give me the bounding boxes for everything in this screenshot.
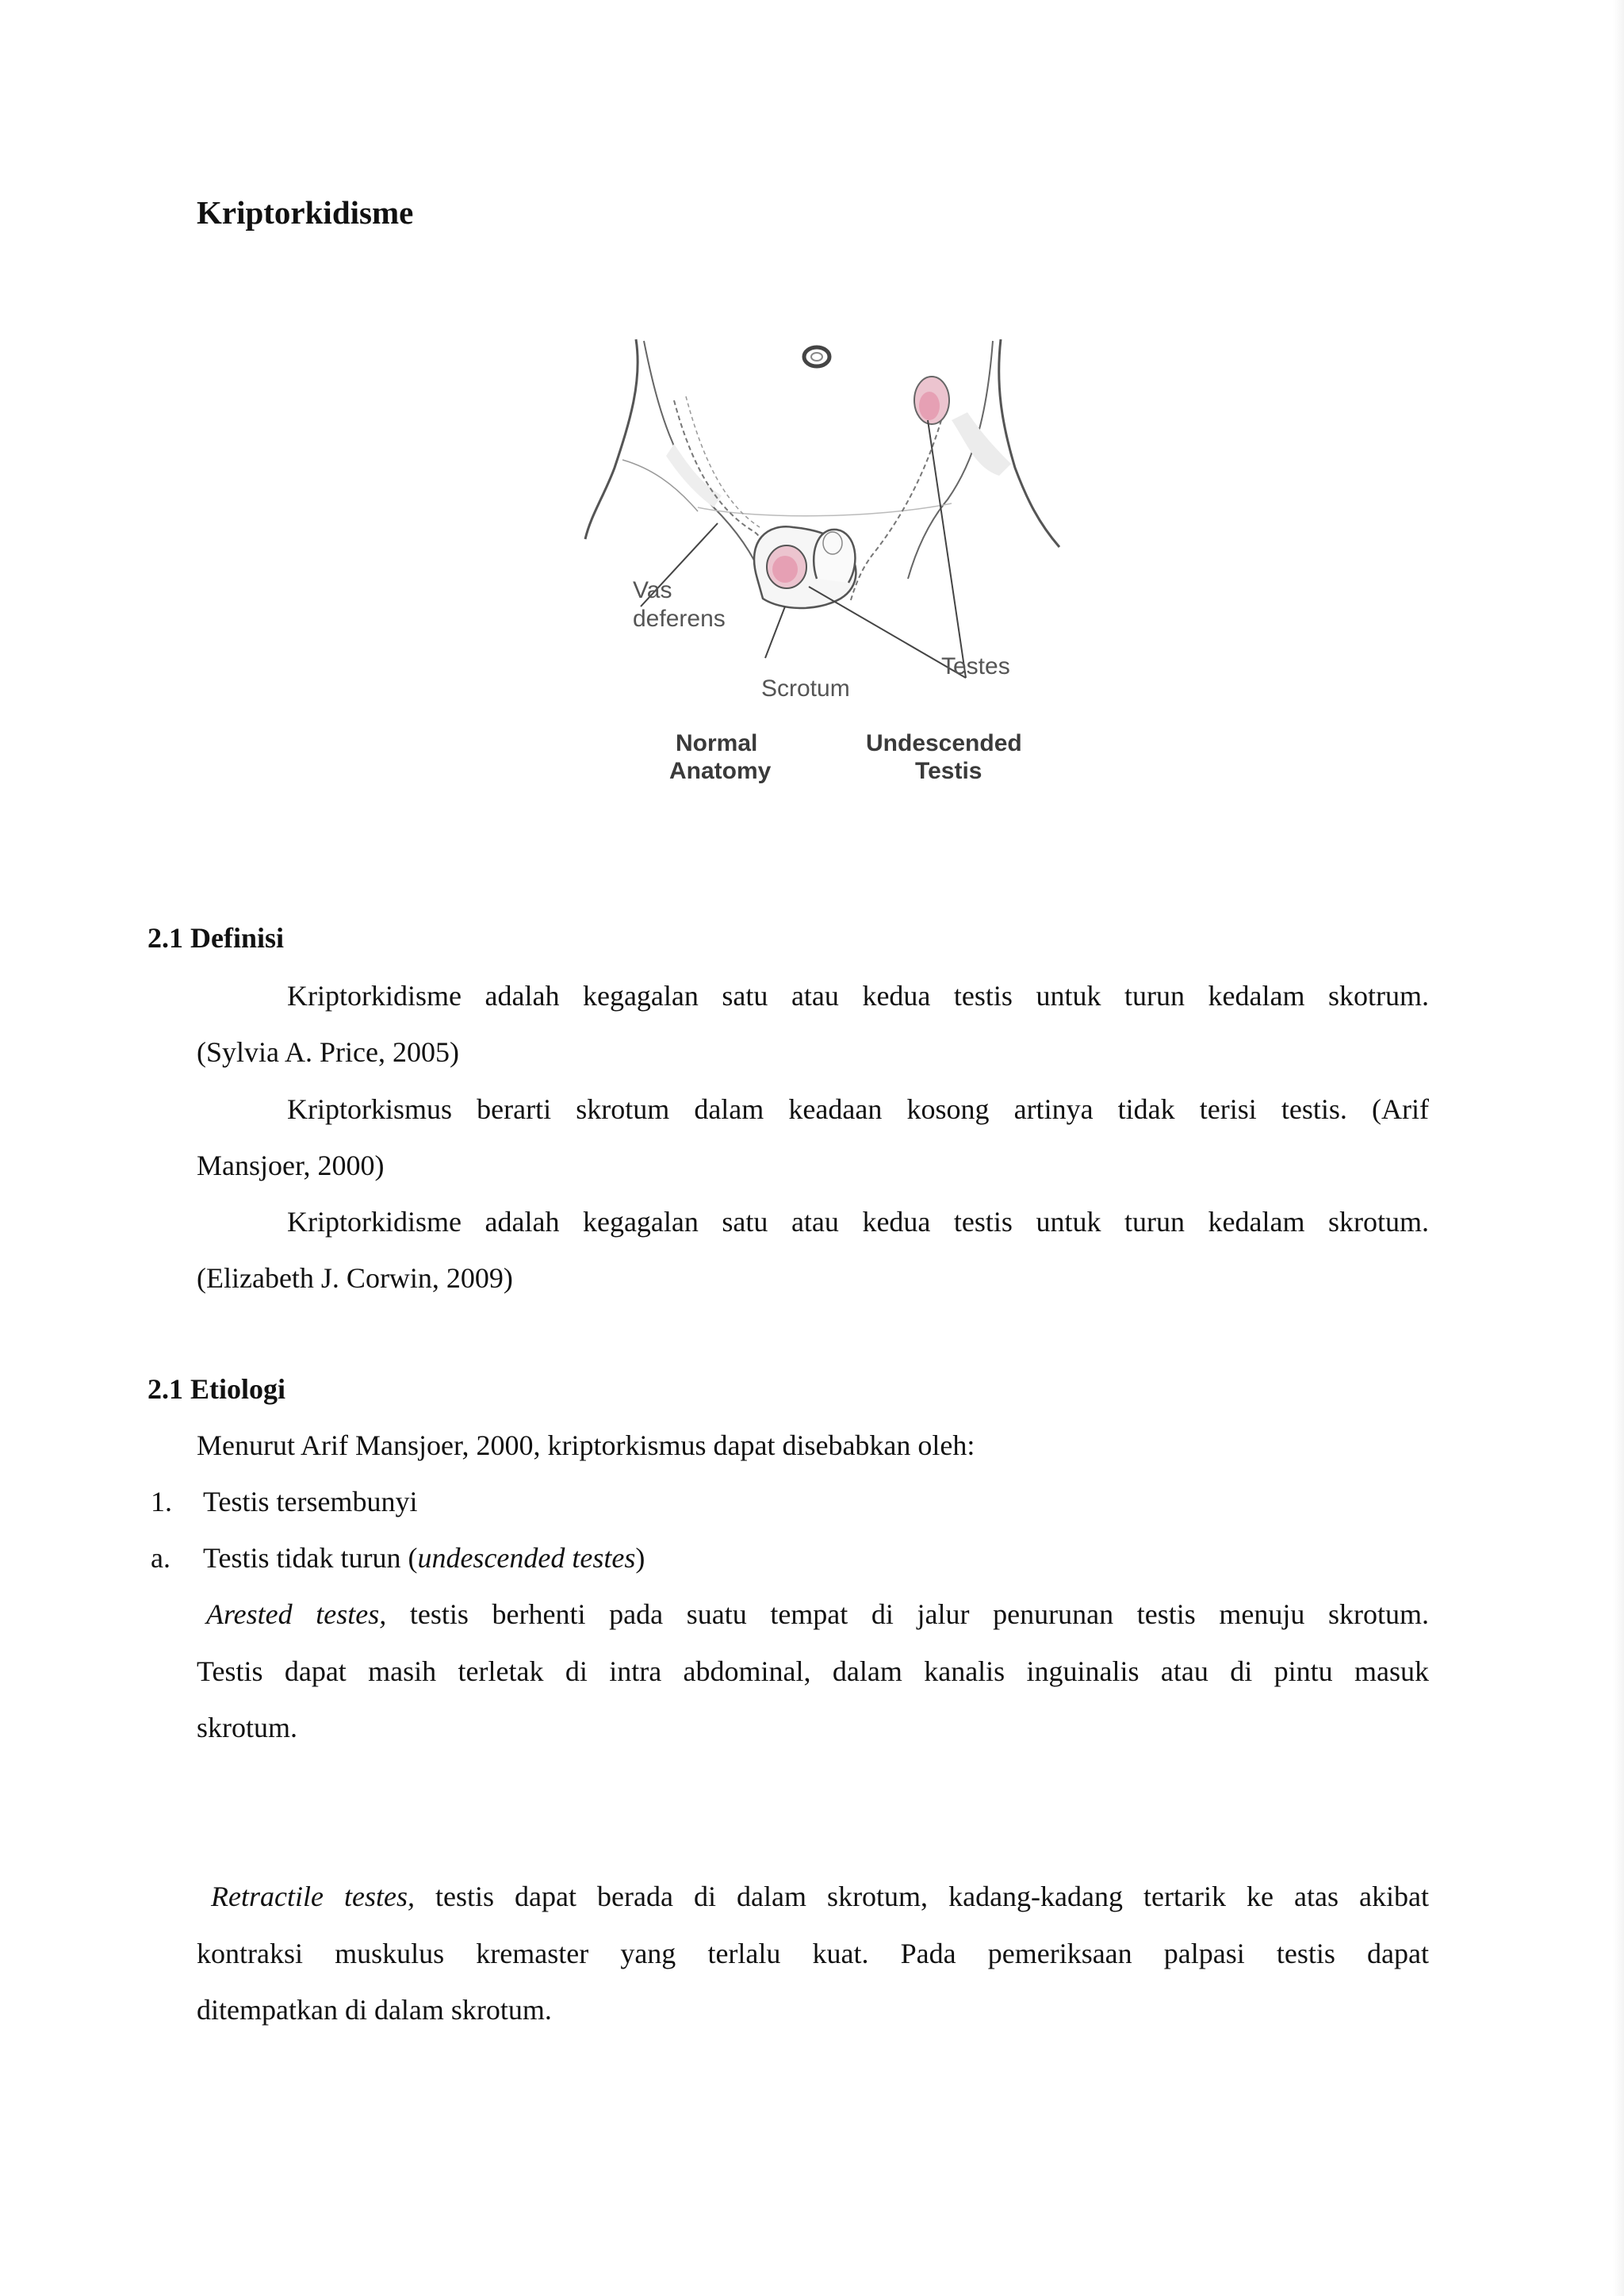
- definisi-p3-line1: Kriptorkidisme adalah kegagalan satu atau kedua testis untuk turun kedalam skrotum.: [287, 1206, 1429, 1238]
- retractile-line3: ditempatkan di dalam skrotum.: [197, 1994, 552, 2026]
- caption-normal-1: Normal: [676, 730, 758, 756]
- scrotum-leader: [765, 607, 785, 658]
- list-item-a-text: Testis tidak turun (undescended testes): [203, 1542, 645, 1574]
- list-item-1-text: Testis tersembunyi: [203, 1486, 418, 1517]
- arested-term: Arested testes,: [206, 1598, 387, 1630]
- label-deferens: deferens: [633, 606, 726, 632]
- definisi-p2-line1: Kriptorkismus berarti skrotum dalam keadaan kosong artinya tidak terisi testis. (Arif: [287, 1093, 1429, 1125]
- etiologi-intro: Menurut Arif Mansjoer, 2000, kriptorkismus dapat disebabkan oleh:: [197, 1429, 975, 1461]
- definisi-p1-line1: Kriptorkidisme adalah kegagalan satu atau kedua testis untuk turun kedalam skotrum.: [287, 980, 1429, 1012]
- caption-undescended-1: Undescended: [866, 730, 1022, 756]
- heading-definisi: 2.1 Definisi: [147, 922, 285, 954]
- list-number-1: 1.: [151, 1486, 172, 1517]
- right-thigh-contour: [999, 339, 1059, 547]
- label-testes: Testes: [941, 653, 1010, 679]
- definisi-p1-line2: (Sylvia A. Price, 2005): [197, 1036, 459, 1068]
- left-thigh-contour: [585, 339, 638, 539]
- page-edge-shade: [1613, 0, 1624, 2296]
- anatomy-illustration: [555, 325, 1071, 801]
- caption-undescended-2: Testis: [915, 758, 982, 784]
- page-title: Kriptorkidisme: [197, 194, 414, 231]
- testes-leader-2: [928, 420, 966, 678]
- heading-etiologi: 2.1 Etiologi: [147, 1373, 286, 1405]
- label-vas: Vas: [633, 577, 672, 603]
- arested-line3: skrotum.: [197, 1712, 298, 1743]
- label-scrotum: Scrotum: [761, 675, 850, 702]
- definisi-p3-line2: (Elizabeth J. Corwin, 2009): [197, 1262, 513, 1294]
- navel-shape: [804, 347, 829, 366]
- retractile-term: Retractile testes,: [211, 1881, 415, 1912]
- retractile-line2: kontraksi muskulus kremaster yang terlalu kuat. Pada pemeriksaan palpasi testis dapat: [197, 1938, 1429, 1969]
- undescended-testes-term: undescended testes: [417, 1542, 636, 1574]
- arested-line1: Arested testes, testis berhenti pada suatu tempat di jalur penurunan testis menuju skrotum.: [206, 1598, 1429, 1630]
- caption-normal-2: Anatomy: [669, 758, 772, 784]
- list-letter-a: a.: [151, 1542, 170, 1574]
- arested-line2: Testis dapat masih terletak di intra abdominal, dalam kanalis inguinalis atau di pintu masuk: [197, 1655, 1429, 1687]
- retractile-line1: Retractile testes, testis dapat berada di dalam skrotum, kadang-kadang tertarik ke atas akibat: [211, 1881, 1429, 1912]
- definisi-p2-line2: Mansjoer, 2000): [197, 1150, 385, 1181]
